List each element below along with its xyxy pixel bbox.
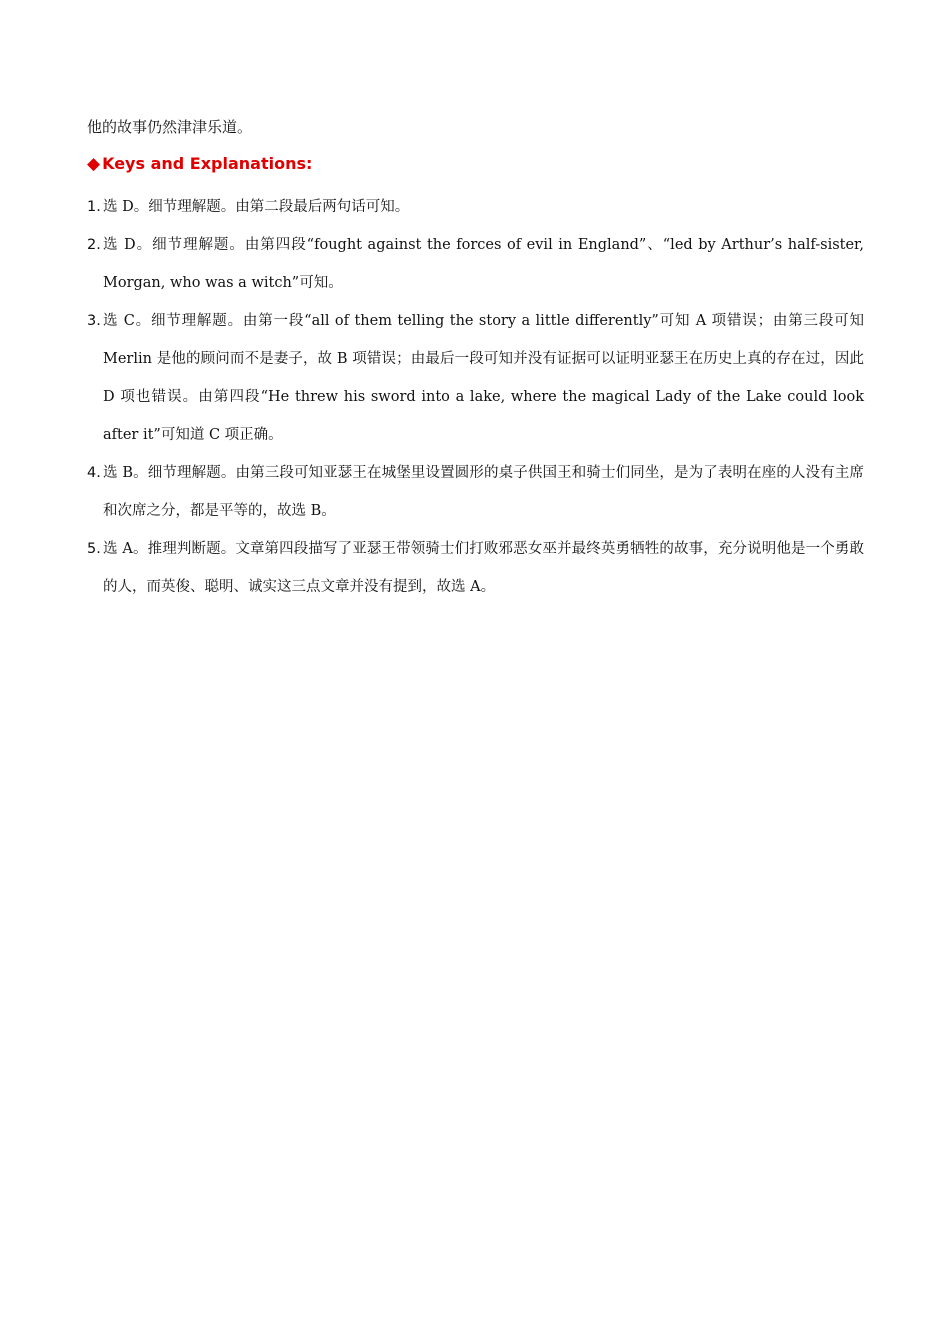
diamond-bullet-icon: ◆ (87, 154, 101, 174)
answer-number: 3. (87, 313, 101, 329)
answer-number: 5. (87, 541, 101, 557)
answer-text: 选 B。细节理解题。由第三段可知亚瑟王在城堡里设置圆形的桌子供国王和骑士们同坐，是为了表明在座的人没有主席和次席之分，都是平等的，故选 B。 (103, 465, 864, 519)
answer-item-5 (87, 530, 864, 606)
answer-item-2 (87, 226, 864, 302)
intro-text: 他的故事仍然津津乐道。 (87, 118, 253, 136)
answer-number: 2. (87, 237, 101, 253)
answer-text: 选 C。细节理解题。由第一段“all of them telling the story a little differently”可知 A 项错误；由第三段可知 Merlin 是他的顾问而不是妻子，故 B 项错误；由最后一段可知并没有证据可以证明亚瑟王在历史上真的存在过，因此 D 项也错误。由第四段“He threw his sword into a lake, where the magical Lady of the Lake could look after it”可知道 C 项正确。 (103, 313, 864, 443)
answer-list (87, 188, 864, 606)
answer-text: 选 A。推理判断题。文章第四段描写了亚瑟王带领骑士们打败邪恶女巫并最终英勇牺牲的故事，充分说明他是一个勇敢的人，而英俊、聪明、诚实这三点文章并没有提到，故选 A。 (103, 541, 864, 595)
keys-heading (87, 152, 864, 176)
answer-number: 1. (87, 199, 101, 215)
answer-text: 选 D。细节理解题。由第二段最后两句话可知。 (103, 199, 410, 215)
answer-item-4 (87, 454, 864, 530)
answer-text: 选 D。细节理解题。由第四段“fought against the forces of evil in England”、“led by Arthur’s half-sister, Morgan, who was a witch”可知。 (103, 237, 864, 291)
answer-number: 4. (87, 465, 101, 481)
keys-heading-label: Keys and Explanations: (102, 154, 313, 173)
answer-item-1 (87, 188, 864, 226)
answer-item-3 (87, 302, 864, 454)
